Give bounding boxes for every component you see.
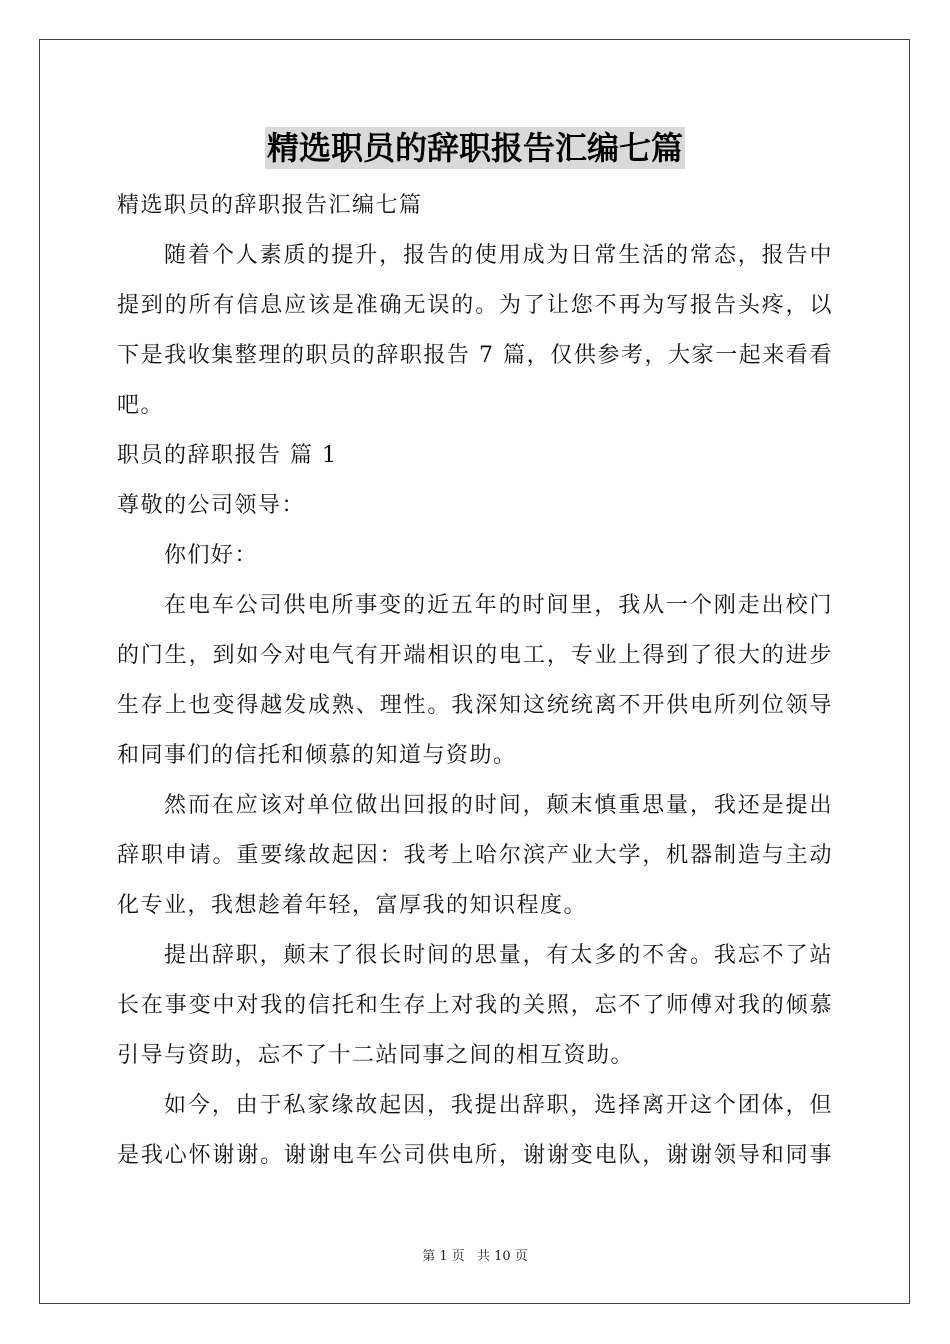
- paragraph-line: 生存上也变得越发成熟、理性。我深知这统统离不开供电所列位领导: [117, 693, 833, 718]
- paragraph-line: 是我心怀谢谢。谢谢电车公司供电所，谢谢变电队，谢谢领导和同事: [117, 1143, 833, 1168]
- paragraph-line: 和同事们的信托和倾慕的知道与资助。: [117, 743, 517, 768]
- document-title: 精选职员的辞职报告汇编七篇: [266, 129, 683, 167]
- paragraph-line: 的门生，到如今对电气有开端相识的电工，专业上得到了很大的进步: [117, 643, 833, 668]
- paragraph-line: 如今，由于私家缘故起因，我提出辞职，选择离开这个团体，但: [164, 1093, 833, 1118]
- title-wrap: [0, 127, 950, 169]
- intro-line: 随着个人素质的提升，报告的使用成为日常生活的常态，报告中: [164, 243, 833, 268]
- page-footer: [0, 1249, 950, 1265]
- document-body: [117, 181, 833, 1181]
- paragraph-line: 辞职申请。重要缘故起因：我考上哈尔滨产业大学，机器制造与主动: [117, 843, 833, 868]
- paragraph-line: 在电车公司供电所事变的近五年的时间里，我从一个刚走出校门: [164, 593, 833, 618]
- document-subtitle: 精选职员的辞职报告汇编七篇: [117, 193, 423, 218]
- paragraph-line: 然而在应该对单位做出回报的时间，颠末慎重思量，我还是提出: [164, 793, 833, 818]
- paragraph-line: 引导与资助，忘不了十二站同事之间的相互资助。: [117, 1043, 635, 1068]
- paragraph-line: 长在事变中对我的信托和生存上对我的关照，忘不了师傅对我的倾慕: [117, 993, 833, 1018]
- paragraph-line: 提出辞职，颠末了很长时间的思量，有太多的不舍。我忘不了站: [164, 943, 833, 968]
- page-number-total: 共 10 页: [476, 1249, 528, 1264]
- salutation: 尊敬的公司领导：: [117, 493, 306, 518]
- intro-line: 吧。: [117, 393, 165, 418]
- greeting: 你们好：: [164, 543, 259, 568]
- intro-line: 提到的所有信息应该是准确无误的。为了让您不再为写报告头疼，以: [117, 293, 833, 318]
- section-heading: 职员的辞职报告 篇 1: [117, 443, 338, 468]
- page-number-current: 第 1 页: [422, 1249, 465, 1264]
- intro-line: 下是我收集整理的职员的辞职报告 7 篇，仅供参考，大家一起来看看: [117, 343, 833, 368]
- paragraph-line: 化专业，我想趁着年轻，富厚我的知识程度。: [117, 893, 588, 918]
